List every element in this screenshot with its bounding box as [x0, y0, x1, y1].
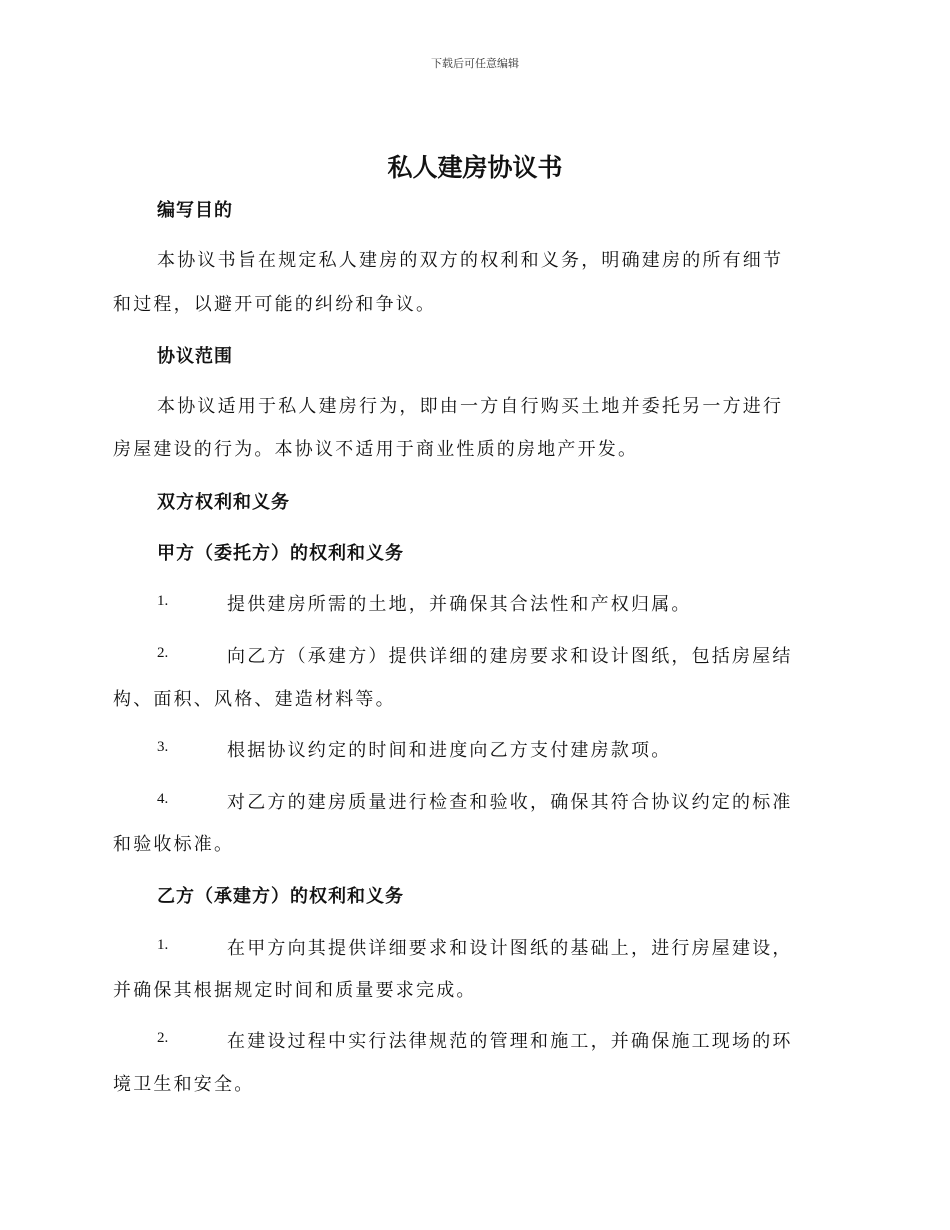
list-item-number: 2. — [157, 1030, 169, 1046]
list-item-continuation: 和验收标准。 — [113, 834, 235, 855]
section-heading-purpose: 编写目的 — [157, 200, 233, 221]
list-item-continuation: 并确保其根据规定时间和质量要求完成。 — [113, 980, 477, 1001]
list-item-text: 提供建房所需的土地，并确保其合法性和产权归属。 — [227, 594, 692, 615]
list-item-text: 向乙方（承建方）提供详细的建房要求和设计图纸，包括房屋结 — [227, 646, 793, 667]
list-item-number: 3. — [157, 739, 169, 755]
page-header-note: 下载后可任意编辑 — [431, 57, 519, 70]
paragraph-scope-line2: 房屋建设的行为。本协议不适用于商业性质的房地产开发。 — [113, 439, 639, 460]
list-item-number: 1. — [157, 593, 169, 609]
paragraph-scope-line1: 本协议适用于私人建房行为，即由一方自行购买土地并委托另一方进行 — [157, 396, 784, 417]
list-item-text: 在甲方向其提供详细要求和设计图纸的基础上，进行房屋建设， — [227, 938, 793, 959]
list-item-text: 对乙方的建房质量进行检查和验收，确保其符合协议约定的标准 — [227, 792, 793, 813]
section-heading-scope: 协议范围 — [157, 346, 233, 367]
list-item-text: 在建设过程中实行法律规范的管理和施工，并确保施工现场的环 — [227, 1031, 793, 1052]
paragraph-purpose-line2: 和过程，以避开可能的纠纷和争议。 — [113, 294, 437, 315]
section-heading-rights: 双方权利和义务 — [157, 492, 290, 513]
subsection-heading-party-a: 甲方（委托方）的权利和义务 — [157, 543, 404, 564]
paragraph-purpose-line1: 本协议书旨在规定私人建房的双方的权利和义务，明确建房的所有细节 — [157, 250, 784, 271]
list-item-text: 根据协议约定的时间和进度向乙方支付建房款项。 — [227, 740, 672, 761]
list-item-continuation: 构、面积、风格、建造材料等。 — [113, 689, 396, 710]
document-title: 私人建房协议书 — [387, 153, 563, 182]
list-item-number: 2. — [157, 645, 169, 661]
subsection-heading-party-b: 乙方（承建方）的权利和义务 — [157, 886, 404, 907]
list-item-continuation: 境卫生和安全。 — [113, 1074, 255, 1095]
list-item-number: 4. — [157, 791, 169, 807]
list-item-number: 1. — [157, 937, 169, 953]
